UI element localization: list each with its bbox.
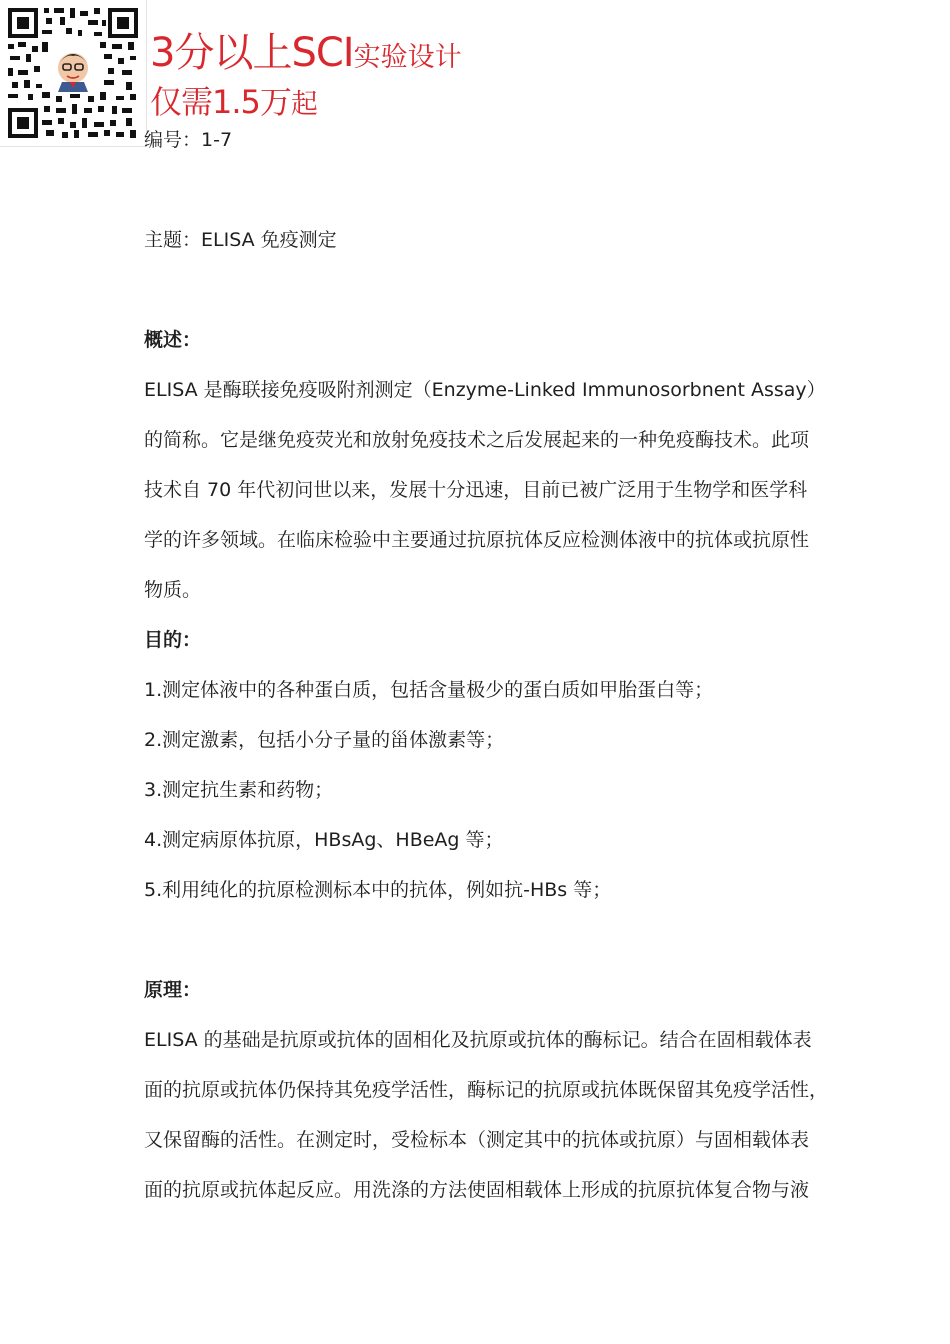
promo-headline-2-suffix: 起 [290,89,318,120]
overview-heading: 概述： [144,329,202,351]
document-number: 编号：1-7 [144,129,233,151]
promo-headline-2-main: 仅需1.5万 [150,83,291,121]
qr-code-panel [0,0,147,147]
principle-line: 面的抗原或抗体起反应。用洗涤的方法使固相载体上形成的抗原抗体复合物与液 [144,1179,810,1201]
purpose-item: 2.测定激素，包括小分子量的甾体激素等； [144,729,505,751]
promo-headline-1 [150,30,462,76]
promo-headline-2 [150,83,318,121]
principle-line: ELISA 的基础是抗原或抗体的固相化及抗原或抗体的酶标记。结合在固相载体表 [144,1029,812,1051]
promo-headline-1-suffix: 实验设计 [353,42,462,73]
overview-line: 学的许多领域。在临床检验中主要通过抗原抗体反应检测体液中的抗体或抗原性 [144,529,810,551]
overview-line: 技术自 70 年代初问世以来，发展十分迅速，目前已被广泛用于生物学和医学科 [144,479,808,501]
overview-line: ELISA 是酶联接免疫吸附剂测定（Enzyme-Linked Immunosorbnent Assay） [144,379,826,401]
document-topic: 主题：ELISA 免疫测定 [144,229,337,251]
overview-line: 的简称。它是继免疫荧光和放射免疫技术之后发展起来的一种免疫酶技术。此项 [144,429,810,451]
purpose-heading: 目的： [144,629,202,651]
principle-heading: 原理： [144,979,202,1001]
promo-headline-1-main: 3分以上SCI [150,30,354,76]
purpose-item: 1.测定体液中的各种蛋白质，包括含量极少的蛋白质如甲胎蛋白等； [144,679,714,701]
principle-line: 面的抗原或抗体仍保持其免疫学活性，酶标记的抗原或抗体既保留其免疫学活性， [144,1079,829,1101]
qr-code-icon [8,8,138,138]
overview-line: 物质。 [144,579,202,601]
principle-line: 又保留酶的活性。在测定时，受检标本（测定其中的抗体或抗原）与固相载体表 [144,1129,810,1151]
purpose-item: 5.利用纯化的抗原检测标本中的抗体，例如抗-HBs 等； [144,879,612,901]
purpose-item: 4.测定病原体抗原，HBsAg、HBeAg 等； [144,829,504,851]
purpose-item: 3.测定抗生素和药物； [144,779,334,801]
